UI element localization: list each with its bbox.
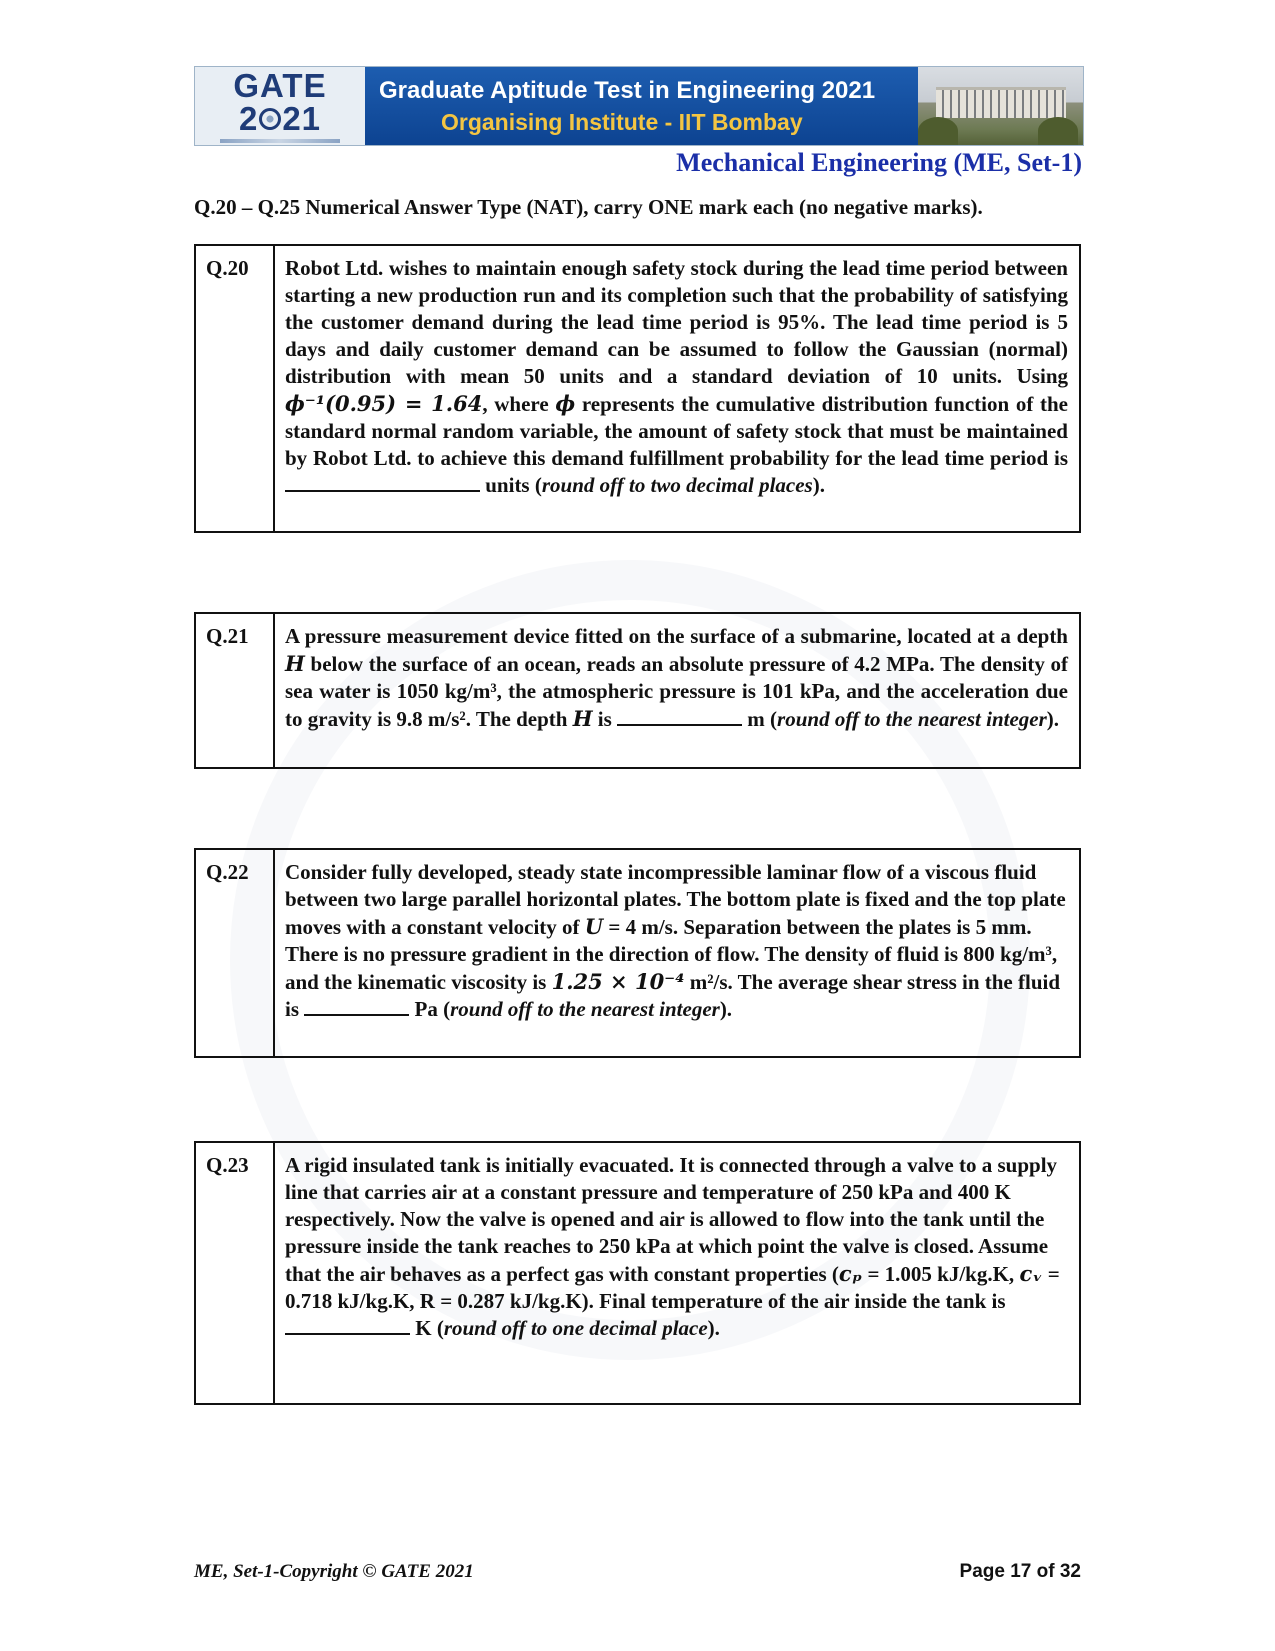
question-box-q21 (194, 612, 1081, 769)
section-heading: Q.20 – Q.25 Numerical Answer Type (NAT), carry ONE mark each (no negative marks). (194, 195, 983, 219)
logo-year-right: 21 (282, 100, 322, 137)
math-expression: 1.25 × 10⁻⁴ (551, 969, 685, 994)
question-text-part: ). (719, 997, 733, 1021)
campus-photo (918, 67, 1083, 145)
logo-text: GATE (233, 67, 327, 104)
tree-shape (918, 117, 958, 145)
question-text-part: Robot Ltd. wishes to maintain enough safety stock during the lead time period between starting a new production run and its completion such that the probability of satisfying the customer demand during the lead time period is 95%. The lead time period is 5 days and daily customer demand can be assumed to follow the Gaussian (normal) distribution with mean 50 units and a standard deviation of 10 units. Using (285, 256, 1068, 388)
banner-subtitle: Organising Institute - IIT Bombay (441, 108, 803, 135)
math-expression: U (584, 914, 604, 939)
question-text-part: ). (707, 1316, 720, 1340)
answer-blank (285, 472, 480, 492)
question-text-part: is (592, 707, 618, 731)
question-box-q22 (194, 848, 1081, 1058)
question-text-part: m ( (742, 707, 778, 731)
question-text-part: , where (482, 392, 556, 416)
footer-copyright: ME, Set-1-Copyright © GATE 2021 (194, 1561, 474, 1582)
question-text-part: ). (1046, 707, 1060, 731)
math-expression: ϕ⁻¹(0.95) = 1.64 (285, 391, 483, 416)
question-text-part: units ( (480, 473, 542, 497)
math-expression: H (572, 706, 593, 731)
question-text-part: A pressure measurement device fitted on the surface of a submarine, located at a depth (285, 624, 1068, 648)
question-text-part: below the surface of an ocean, reads an absolute pressure of 4.2 MPa. The density of sea water is 1050 kg/m³, the atmospheric pressure is 101 kPa, and the acceleration due to gravity is 9.8 m/s². The depth (285, 652, 1068, 731)
math-expression: cₚ (838, 1261, 863, 1286)
math-expression: ϕ (555, 391, 576, 416)
question-text-part: = 4 m/s. Separation between the plates is 5 mm. There is no pressure gradient in the direction of flow. The density of fluid is 800 kg/m³, and the kinematic viscosity is (285, 915, 1058, 994)
rounding-instruction: round off to two decimal places (541, 473, 813, 497)
banner-title: Graduate Aptitude Test in Engineering 2021 (379, 76, 876, 104)
question-number: Q.22 (196, 850, 275, 1056)
question-box-q23 (194, 1141, 1081, 1405)
question-text-part: Consider fully developed, steady state incompressible laminar flow of a viscous fluid between two large parallel horizontal plates. The bottom plate is fixed and the top plate moves with a constant velocity of (285, 860, 1066, 939)
question-text-part: A rigid insulated tank is initially evacuated. It is connected through a valve to a supply line that carries air at a constant pressure and temperature of 250 kPa and 400 K respectively. Now the valve is opened and air is allowed to flow into the tank until the pressure inside the tank reaches to 250 kPa at which point the valve is closed. Assume that the air behaves as a perfect gas with constant properties ( (285, 1153, 1058, 1286)
math-expression: H (285, 651, 305, 676)
question-number: Q.23 (196, 1143, 275, 1403)
question-number: Q.20 (196, 246, 275, 531)
rounding-instruction: round off to the nearest integer (450, 997, 720, 1021)
tree-shape (1038, 117, 1078, 145)
rounding-instruction: round off to one decimal place (443, 1316, 708, 1340)
question-text-part: Pa ( (409, 997, 451, 1021)
answer-blank (304, 996, 409, 1016)
math-expression: cᵥ (1019, 1261, 1043, 1286)
question-text-part: m²/s. The average shear stress in the fluid is (285, 970, 1061, 1021)
logo-tagline-decoration (220, 139, 340, 143)
answer-blank (285, 1315, 410, 1335)
question-text-part: = 1.005 kJ/kg.K, (862, 1262, 1020, 1286)
question-text (275, 614, 1079, 767)
building-shape (936, 87, 1066, 118)
question-text (275, 246, 1079, 531)
question-text-part: K ( (410, 1316, 444, 1340)
seal-icon (259, 108, 281, 130)
question-text (275, 1143, 1079, 1403)
question-number: Q.21 (196, 614, 275, 767)
page-number: Page 17 of 32 (959, 1561, 1081, 1582)
rounding-instruction: round off to the nearest integer (777, 707, 1047, 731)
gate-logo (195, 67, 365, 145)
question-text-part: = 0.718 kJ/kg.K, R = 0.287 kJ/kg.K). Final temperature of the air inside the tank is (285, 1262, 1060, 1313)
question-text-part: represents the cumulative distribution function of the standard normal random variable, the amount of safety stock that must be maintained by Robot Ltd. to achieve this demand fulfillment probability for the lead time period is (285, 392, 1069, 470)
logo-year (239, 102, 321, 135)
question-text-part: ). (812, 473, 825, 497)
logo-year-left: 2 (238, 100, 259, 137)
question-text (275, 850, 1079, 1056)
subject-title: Mechanical Engineering (ME, Set-1) (676, 148, 1082, 177)
answer-blank (617, 706, 742, 726)
question-box-q20 (194, 244, 1081, 533)
header-banner (194, 66, 1084, 146)
banner-title-block (365, 67, 918, 145)
